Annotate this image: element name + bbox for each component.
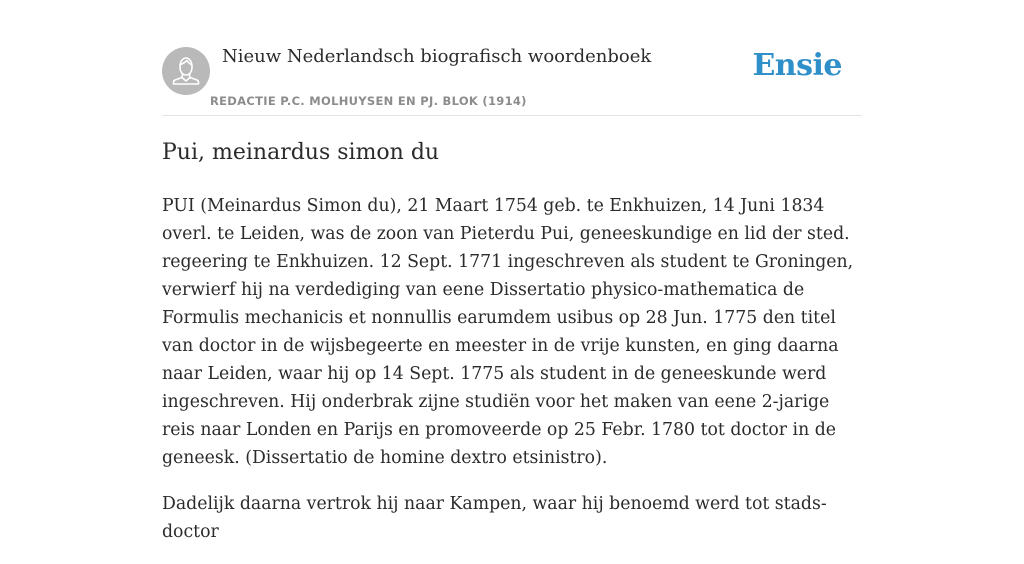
avatar bbox=[162, 47, 210, 95]
ensie-logo-link[interactable]: Ensie bbox=[752, 48, 842, 83]
article-body bbox=[162, 192, 862, 564]
source-subtitle: REDACTIE P.C. MOLHUYSEN EN PJ. BLOK (1914) bbox=[210, 94, 527, 108]
article-paragraph: Dadelijk daarna vertrok hij naar Kampen, waar hij benoemd werd tot stads-doctor bbox=[162, 494, 827, 542]
source-title[interactable]: Nieuw Nederlandsch biografisch woordenboek bbox=[222, 46, 652, 67]
article-title: Pui, meinardus simon du bbox=[162, 140, 440, 165]
user-silhouette-icon bbox=[162, 47, 210, 95]
article-paragraph: PUI (Meinardus Simon du), 21 Maart 1754 geb. te Enkhuizen, 14 Juni 1834 overl. te Leiden, was de zoon van Pieterdu Pui, geneeskundige en lid der sted. regeering te Enkhuizen. 12 Sept. 1771 ingeschreven als student te Groningen, verwierf hij na verdediging van eene Dissertatio physico-mathematica de Formulis mechanicis et nonnullis earumdem usibus op 28 Jun. 1775 den titel van doctor in de wijsbegeerte en meester in de vrije kunsten, en ging daarna naar Leiden, waar hij op 14 Sept. 1775 als student in de geneeskunde werd ingeschreven. Hij onderbrak zijne studiën voor het maken van eene 2-jarige reis naar Londen en Parijs en promoveerde op 25 Febr. 1780 tot doctor in de geneesk. (Dissertatio de homine dextro etsinistro). bbox=[162, 196, 854, 468]
source-header bbox=[162, 44, 862, 116]
